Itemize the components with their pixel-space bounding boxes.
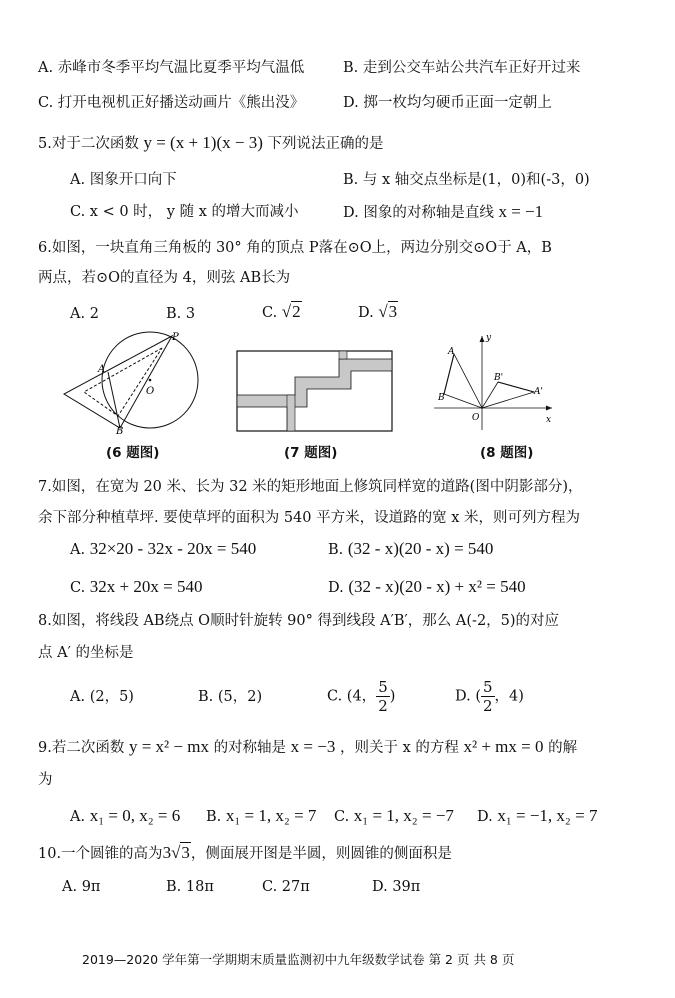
q5-function: y = (x + 1)(x − 3) [143,133,263,152]
fig6-label-a: A [98,364,106,375]
q9-option-a: A. x₁ = 0, x₂ = 6 [70,806,181,825]
q6-line1: 6.如图，一块直角三角板的 30° 角的顶点 P落在⊙O上，两边分别交⊙O于 A，B [38,240,552,256]
q8-option-b: B. (5，2) [198,689,263,705]
q6-line2: 两点，若⊙O的直径为 4，则弦 AB长为 [38,270,291,286]
q7-option-b: B. (32 - x)(20 - x) = 540 [328,539,494,558]
q5-option-c: C. x < 0 时， y 随 x 的增大而减小 [70,204,299,220]
q10-option-b: B. 18π [166,879,214,895]
q8-option-d: D. ( $\frac{5}{2}$ ，4) [455,678,524,715]
fig8-label-b: B [438,393,445,403]
figure-7 [235,349,395,435]
q8-line1: 8.如图，将线段 AB绕点 O顺时针旋转 90° 得到线段 A′B′，那么 A(-2，5)的对应 [38,613,560,629]
fig6-label-o: O [146,386,155,397]
q6-option-b: B. 3 [166,306,196,322]
q7-line1: 7.如图，在宽为 20 米、长为 32 米的矩形地面上修筑同样宽的道路(图中阴影部分)， [38,479,583,495]
fig8-label-a: A [448,347,455,357]
q10-option-a: A. 9π [62,879,101,895]
fig8-label-b-prime: B' [494,373,504,383]
q5-option-b: B. 与 x 轴交点坐标是(1，0)和(-3，0) [343,172,590,188]
q10-stem: 10.一个圆锥的高为3√3，侧面展开图是半圆，则圆锥的侧面积是 [38,843,452,862]
fig8-label-x: x [546,415,552,425]
q7-line2: 余下部分种植草坪. 要使草坪的面积为 540 平方米，设道路的宽 x 米，则可列方程为 [38,510,581,526]
q6-option-a: A. 2 [70,306,99,322]
figure-6 [58,328,218,436]
fig8-label-y: y [486,333,492,343]
q6-option-c: C. √2 [262,302,301,321]
q9-option-d: D. x₁ = −1, x₂ = 7 [477,806,598,825]
fig6-label-p: P [172,332,179,343]
q5-option-a: A. 图象开口向下 [70,172,177,188]
q4-option-b: B. 走到公交车站公共汽车正好开过来 [343,60,581,76]
q10-option-d: D. 39π [372,879,421,895]
q5-option-d: D. 图象的对称轴是直线 x = −1 [343,202,544,221]
fig6-label-b: B [116,426,124,436]
figure-8 [430,330,560,435]
q6-option-d: D. √3 [358,302,398,321]
q9-stem: 9.若二次函数 y = x² − mx 的对称轴是 x = −3 ，则关于 x 的方程 x² + mx = 0 的解 [38,737,578,756]
caption-figure-6: (6 题图) [106,445,160,461]
q7-option-c: C. 32x + 20x = 540 [70,577,203,596]
q8-option-c: C. (4， $\frac{5}{2}$ ) [327,678,396,715]
q9-option-c: C. x₁ = 1, x₂ = −7 [334,806,454,825]
q4-option-d: D. 掷一枚均匀硬币正面一定朝上 [343,95,552,111]
q10-option-c: C. 27π [262,879,310,895]
q7-option-a: A. 32×20 - 32x - 20x = 540 [70,539,257,558]
q8-line2: 点 A′ 的坐标是 [38,645,134,661]
q9-line2: 为 [38,772,53,788]
caption-figure-7: (7 题图) [284,445,338,461]
q9-option-b: B. x₁ = 1, x₂ = 7 [206,806,317,825]
fig8-label-a-prime: A' [534,387,543,397]
q5-stem: 5.对于二次函数 y = (x + 1)(x − 3) 下列说法正确的是 [38,133,384,152]
q4-option-c: C. 打开电视机正好播送动画片《熊出没》 [38,95,305,111]
fig8-label-o: O [472,413,480,423]
caption-figure-8: (8 题图) [480,445,534,461]
page-footer: 2019—2020 学年第一学期期末质量监测初中九年级数学试卷 第 2 页 共 8 页 [82,952,515,967]
q7-option-d: D. (32 - x)(20 - x) + x² = 540 [328,577,526,596]
q4-option-a: A. 赤峰市冬季平均气温比夏季平均气温低 [38,60,305,76]
q8-option-a: A. (2，5) [70,689,134,705]
